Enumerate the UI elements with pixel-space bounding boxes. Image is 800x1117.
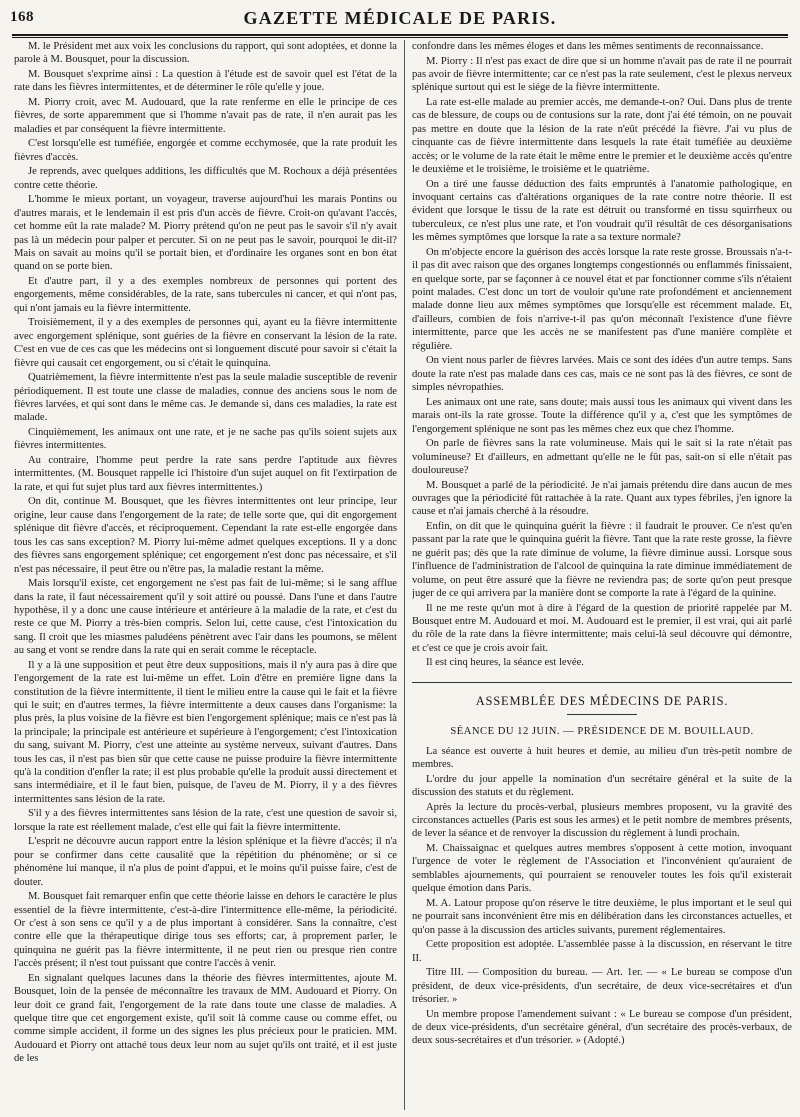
discussion-continuation <box>412 40 792 670</box>
paragraph: M. Bousquet s'exprime ainsi : La question à l'étude est de savoir quel est l'état de la rate dans les fièvres intermittentes, et de déterminer le rôle qu'elle y joue. <box>14 69 397 94</box>
section-rule <box>567 714 637 715</box>
paragraph: Après la lecture du procès-verbal, plusieurs membres proposent, vu la gravité des circonstances actuelles (Paris est sous les armes) et le petit nombre de membres présents, de lever la séance et de renvoyer la discussion du règlement à lundi prochain. <box>412 801 792 840</box>
paragraph: Enfin, on dit que le quinquina guérit la fièvre : il faudrait le prouver. Ce n'est qu'en passant par la rate que le quinquina guérit la fièvre. Tant que la rate reste grosse, la fièvre ne guérit pas; dès que la rate diminue de volume, la fièvre diminue aussi. Lorsque sous l'influence de l'administration de l'alcool de quinquina la rate diminue immédiatement de volume, on peut être assuré que la fièvre ne reviendra pas; de sorte qu'on peut presque juger de ce qui arrivera par la manière dont se comporte la rate à l'égard de la quinine. <box>412 520 792 599</box>
paragraph: M. Piorry croit, avec M. Audouard, que la rate renferme en elle le principe de ces fièvres, de sorte apparemment que si l'homme n'avait pas de rate, il n'en aurait pas les maladies et par conséquent la fièvre intermittente. <box>14 97 397 135</box>
paragraph: Au contraire, l'homme peut perdre la rate sans perdre l'aptitude aux fièvres intermittentes. (M. Bousquet rappelle ici l'histoire d'un sujet auquel on fit l'extirpation de la rate, et qui fut sujet plus tard aux fièvres intermittentes.) <box>14 455 397 493</box>
paragraph: En signalant quelques lacunes dans la théorie des fièvres intermittentes, ajoute M. Bousquet, loin de la pensée de méconnaître les travaux de MM. Audouard et Piorry. On leur doit ce grand fait, l'engorgement de la rate dans toute une classe de maladies. A quelque titre que cet engorgement existe, qu'il soit là comme cause ou comme effet, ou comme simple accident, il forme un des signes les plus précieux pour le praticien. MM. Audouard et Piorry ont attaché tous deux leur nom au sujet qu'ils ont traité, et il est juste de les <box>14 972 397 1065</box>
section-title: ASSEMBLÉE DES MÉDECINS DE PARIS. <box>475 693 729 708</box>
paragraph: C'est lorsqu'elle est tuméfiée, engorgée et comme ecchymosée, que la rate produit les fièvres d'accès. <box>14 138 397 163</box>
paragraph: On m'objecte encore la guérison des accès lorsque la rate reste grosse. Broussais n'a-t-il pas dit avec raison que des organes longtemps congestionnés ou enflammés finissaient, en quelque sorte, par se façonner à ce nouvel état et par fonctionner comme s'ils n'étaient point malades. C'est donc un tort de vouloir qu'une rate profondément et anciennement malade donne lieu aux mêmes symptômes que lorsqu'elle est récemment malade. Et, d'ailleurs, combien de fois n'arrive-t-il pas qu'on méconnaît l'existence d'une fièvre intermittente, parce que les accès ne se manifestent pas d'une manière complète et régulière. <box>412 246 792 352</box>
paragraph: M. A. Latour propose qu'on réserve le titre deuxième, le plus important et le seul qui ne pourrait sans inconvénient être mis en délibération dans les circonstances actuelles, et qu'on passe à la discussion des articles suivants, purement réglementaires. <box>412 897 792 936</box>
paragraph: La séance est ouverte à huit heures et demie, au milieu d'un très-petit nombre de membres. <box>412 745 792 770</box>
paragraph: Il y a là une supposition et peut être deux suppositions, mais il n'y aura pas à dire que l'engorgement de la rate est lui-même un effet. Loin d'être en première ligne dans la constitution de la fièvre intermittente, il tient le milieu entre la cause qui le fait et la fièvre qui le suit; en d'autres termes, la fièvre intermittente a deux causes dans l'organisme: la plus près, la plus voisine de la fièvre est bien l'engorgement splénique; mais ce n'est pas là la principale; la principale est antérieure et supérieure à l'engorgement; c'est l'intoxication du sang, suivant M. Piorry, c'est une atteinte au système nerveux, suivant d'autres. Dans tous les cas, il n'est pas bien sûr que cette cause ne puisse produire la fièvre intermittente qu'à la condition d'enfler la rate; il est plus probable qu'elle la produit aussi directement et sans intermédiaire, et il le faut bien, puisque, de l'aveu de M. Piorry, il y a des fièvres intermittentes sans lésion de la rate. <box>14 659 397 805</box>
paragraph: Cinquièmement, les animaux ont une rate, et je ne sache pas qu'ils soient sujets aux fièvres intermittentes. <box>14 427 397 452</box>
paragraph: confondre dans les mêmes éloges et dans les mêmes sentiments de reconnaissance. <box>412 41 764 52</box>
left-column <box>14 40 397 1115</box>
paragraph: Troisièmement, il y a des exemples de personnes qui, ayant eu la fièvre intermittente avec engorgement splénique, sont guéries de la fièvre en conservant la lésion de la rate. C'est en vue de ces cas que les médecins ont si longuement discuté pour savoir si c'était la fièvre qui causait cet engorgement, ou si c'était le quinquina. <box>14 317 397 369</box>
paragraph: Je reprends, avec quelques additions, les difficultés que M. Rochoux a déjà présentées contre cette théorie. <box>14 166 397 191</box>
paragraph: Et d'autre part, il y a des exemples nombreux de personnes qui portent des engorgements, même considérables, de la rate, sans tubercules ni cancer, et qui n'ont pas, qui n'ont jamais eu la fièvre intermittente. <box>14 276 397 314</box>
paragraph: Il est cinq heures, la séance est levée. <box>426 657 584 669</box>
page-number: 168 <box>10 9 34 25</box>
paragraph: M. le Président met aux voix les conclusions du rapport, qui sont adoptées, et donne la parole à M. Bousquet, pour la discussion. <box>14 41 397 66</box>
paragraph: On vient nous parler de fièvres larvées. Mais ce sont des idées d'un autre temps. Sans doute la rate n'est pas malade dans ces cas, mais ce ne sont pas là des fièvres, ce sont de simples névropathies. <box>412 355 792 394</box>
paragraph: L'esprit ne découvre aucun rapport entre la lésion splénique et la fièvre d'accès; il n'a pour se confirmer dans cette causalité que la répétition du phénomène; or si ce phénomène lui manque, il n'a plus de point d'appui, et le moins qu'il puisse faire, c'est de douter. <box>14 836 397 888</box>
paragraph: L'homme le mieux portant, un voyageur, traverse aujourd'hui les marais Pontins ou d'autres marais, et le lendemain il est pris d'un accès de fièvre. Croit-on qu'avant l'accès, cet homme eût la rate malade? M. Piorry prétend qu'on ne peut pas le savoir s'il n'y avait pas là un médecin pour palper et percuter. Si on ne peut pas le savoir, pourquoi le dit-il? Mais on savait au moins qu'il se portait bien, et d'ordinaire les organes sont en bon état quand on se porte bien. <box>14 194 397 273</box>
assembly-section <box>412 682 792 1048</box>
paragraph: M. Chaissaignac et quelques autres membres s'opposent à cette motion, invoquant l'urgence de voter le règlement de l'Association et l'inconvénient qu'auraient de semblables ajournements, qui pourraient se renouveler toutes les fois qu'il existerait quelque émotion dans Paris. <box>412 842 792 895</box>
column-divider <box>404 40 405 1110</box>
paragraph: L'ordre du jour appelle la nomination d'un secrétaire général et la suite de la discussion des statuts et du règlement. <box>412 773 792 798</box>
paragraph: On a tiré une fausse déduction des faits empruntés à l'anatomie pathologique, en invoquant certains cas d'altérations organiques de la rate contre notre théorie. Il est évident que lorsque le tissu de la rate est détruit ou transformé en tissu squirrheux ou tuberculeux, ce n'est plus une rate, et l'on voudrait qu'il résultât de ces désorganisations les mêmes symptômes que lorsque la rate a sa texture normale? <box>412 178 792 244</box>
paragraph: Cette proposition est adoptée. L'assemblée passe à la discussion, en réservant le titre II. <box>412 939 792 964</box>
paragraph: Mais lorsqu'il existe, cet engorgement ne s'est pas fait de lui-même; si le sang afflue dans la rate, il faut nécessairement qu'il y soit attiré ou poussé. Dans l'une et dans l'autre hypothèse, il y a donc une cause intérieure et antérieure à la maladie de la rate, et c'est du reste ce que M. Piorry a très-bien compris. Selon lui, cette cause, c'est l'intoxication du sang. Il croit que les miasmes paludéens pénètrent avec l'air dans les poumons, se mêlent au sang et vont se rendre dans la rate qui en serait comme le réceptacle. <box>14 578 397 657</box>
paragraph: Il ne me reste qu'un mot à dire à l'égard de la question de priorité rappelée par M. Bousquet entre M. Audouard et moi. M. Audouard est le premier, il est vrai, qui ait parlé du rôle de la rate dans la fièvre intermittente; mais celui-là seul découvre qui démontre, et c'est ce que je crois avoir fait. <box>412 602 792 654</box>
paragraph: On parle de fièvres sans la rate volumineuse. Mais qui le sait si la rate n'était pas volumineuse? Et d'ailleurs, en admettant qu'elle ne le fût pas, sait-on si elle n'était pas douloureuse? <box>412 438 792 476</box>
paragraph: Titre III. — Composition du bureau. — Art. 1er. — « Le bureau se compose d'un président, de deux vice-présidents, d'un secrétaire, de deux vice-secrétaires et d'un trésorier. » <box>412 967 792 1005</box>
assembly-minutes <box>412 745 792 1048</box>
paragraph: S'il y a des fièvres intermittentes sans lésion de la rate, c'est une question de savoir si, lorsque la rate est réellement malade, c'est elle qui fait la fièvre intermittente. <box>14 808 397 833</box>
paragraph: Quatrièmement, la fièvre intermittente n'est pas la seule maladie susceptible de revenir périodiquement. Il est toute une classe de maladies, connue des anciens sous le nom de fièvres larvées, et qui sont dans le même cas. Je demande si, dans ces maladies, la rate est malade. <box>14 372 397 424</box>
journal-title: GAZETTE MÉDICALE DE PARIS. <box>243 8 557 28</box>
right-column <box>412 40 792 1115</box>
paragraph: On dit, continue M. Bousquet, que les fièvres intermittentes ont leur principe, leur origine, leur cause dans l'engorgement de la rate; de telle sorte que, qui dit engorgement splénique dit fièvre d'accès, et réciproquement. Cependant la rate est-elle engorgée dans tous les cas sans exception? M. Piorry lui-même admet quelques exceptions. Il y a donc des fièvres sans engorgement splénique; cet engorgement n'est donc pas nécessaire, et s'il n'est pas nécessaire, il peut être ou n'être pas, la maladie restant la même. <box>14 496 397 575</box>
paragraph: Les animaux ont une rate, sans doute; mais aussi tous les animaux qui vivent dans les marais ont-ils la rate grosse. Toute la différence qu'il y a, c'est que les symptômes de l'engorgement splénique ne sont pas les mêmes chez eux que chez l'homme. <box>412 396 792 435</box>
header-rule <box>12 34 788 38</box>
seance-heading: SÉANCE DU 12 JUIN. — PRÉSIDENCE DE M. BOUILLAUD. <box>450 726 754 738</box>
paragraph: Un membre propose l'amendement suivant : « Le bureau se compose d'un président, de deux vice-présidents, d'un secrétaire général, d'un secrétaire des procès-verbaux, de deux sous-secrétaires et d'un trésorier. » (Adopté.) <box>412 1008 792 1047</box>
paragraph: M. Piorry : Il n'est pas exact de dire que si un homme n'avait pas de rate il ne pourrait pas avoir de fièvre intermittente; car ce n'est pas la rate seulement, c'est le plexus nerveux splénique surtout qui est le siége de la fièvre intermittente. <box>412 55 792 94</box>
page-header <box>10 6 790 32</box>
paragraph: M. Bousquet fait remarquer enfin que cette théorie laisse en dehors le caractère le plus essentiel de la fièvre intermittente, c'est-à-dire l'intermittence elle-même, la périodicité. Or c'est à son sens ce qu'il y a de plus important à considérer. Sans la connaître, c'est contre elle que la thérapeutique dirige tous ses efforts; car, à proprement parler, le quinquina ne guérit pas la fièvre intermittente, il ne peut rien ou presque rien contre l'accès présent; il n'est tout puissant que contre l'accès à venir. <box>14 891 397 970</box>
paragraph: La rate est-elle malade au premier accès, me demande-t-on? Oui. Dans plus de trente cas de blessure, de coups ou de contusions sur la rate, dont j'ai été témoin, on ne pouvait pas mettre en doute que la lésion de la rate n'eût précédé la fièvre. J'ai vu plus de cinquante cas de fièvre intermittente dans lesquels la rate était tuméfiée au deuxième accès; or le volume de la rate était le même entre le premier et le deuxième accès qu'entre le deuxième et le troisième, le troisième et le quatrième. <box>412 97 792 176</box>
paragraph: M. Bousquet a parlé de la périodicité. Je n'ai jamais prétendu dire dans aucun de mes ouvrages que la périodicité fût rattachée à la rate. Quant aux types fébriles, j'en ignore la cause et n'ai jamais cherché à la résoudre. <box>412 479 792 518</box>
